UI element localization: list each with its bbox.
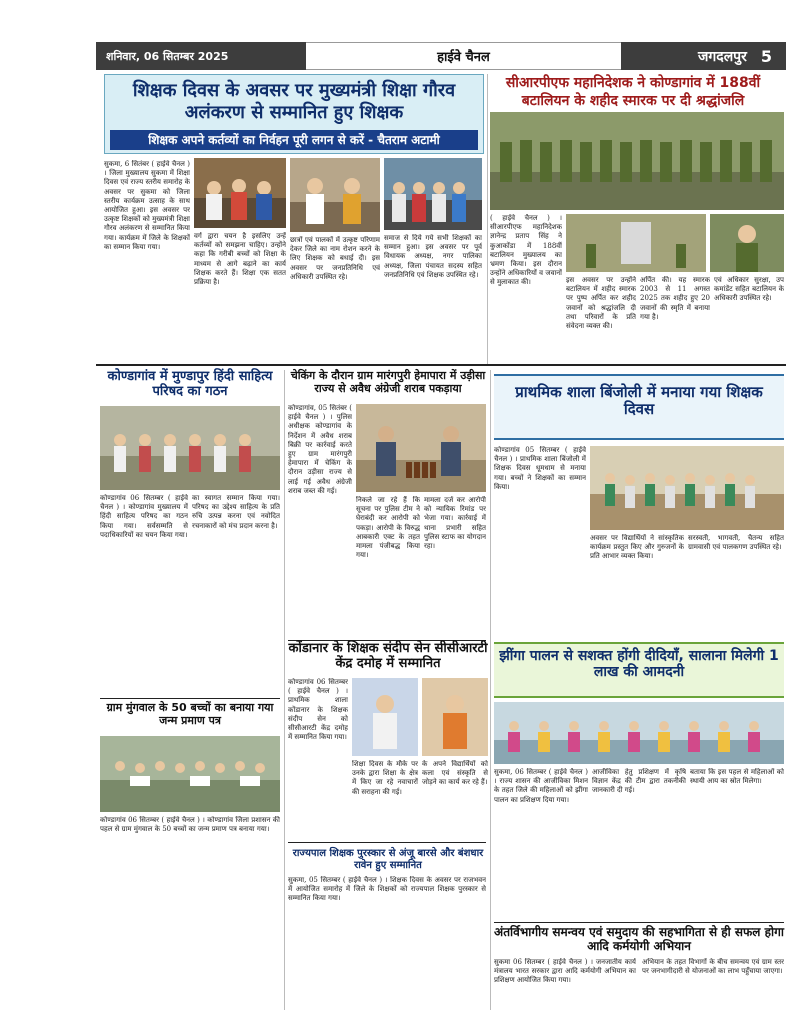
liquor-photo (356, 404, 486, 492)
karmayogi-headline: अंतर्विभागीय समन्वय एवं समुदाय की सहभागिता से ही सफल होगा आदि कर्मयोगी अभियान (494, 925, 784, 953)
section-rule-1 (96, 364, 786, 366)
liquor-column-3: मामला दर्ज कर आरोपी को न्यायिक रिमांड पर भेजा गया। कार्रवाई में थाना प्रभारी सहित पुलिस स्टाफ का योगदान रहा। (424, 496, 486, 551)
lead-subheadline: शिक्षक अपने कर्तव्यों का निर्वहन पूरी लगन से करें - चैतराम अटामी (110, 130, 478, 150)
lead-column-2: वर्ग द्वारा चयन है इसलिए उन्हें कर्तव्यों को समझना चाहिए। उन्होंने कहा कि गरीबी बच्चों को शिक्षा के माध्यम से आगे बढ़ाने का कार्य शिक्षक करते हैं। शिक्षा एक सतत प्रक्रिया है। (194, 232, 286, 287)
school-photo (590, 446, 784, 530)
masthead (96, 42, 786, 70)
lead-column-4: समाज से दिये गये सभी शिक्षकों का सम्मान हुआ। इस अवसर पर पूर्व विधायक अध्यक्ष, नगर पालिका अध्यक्ष, जिला पंचायत सदस्य सहित जनप्रतिनिधि एवं शिक्षक उपस्थित रहे। (384, 234, 482, 279)
masthead-city-block (621, 42, 786, 70)
section-rule-3 (100, 698, 280, 699)
crpf-column-3: अर्पित की। यह स्मारक 2003 से 11 अगस्त 2025 तक शहीद हुए 20 जवानों की स्मृति में बनाया गया है। (640, 276, 710, 321)
school-headline: प्राथमिक शाला बिंजोली में मनाया गया शिक्षक दिवस (515, 383, 763, 419)
liquor-column-2: निकले जा रहे हैं कि सूचना पर पुलिस टीम ने घेराबंदी कर आरोपी को पकड़ा। आरोपी के विरुद्ध आबकारी एक्ट के तहत मामला पंजीबद्ध किया गया। (356, 496, 420, 560)
lead-photo-stage (194, 158, 286, 228)
crpf-photo-parade (490, 112, 784, 210)
lead-headline: शिक्षक दिवस के अवसर पर मुख्यमंत्री शिक्षा गौरव अलंकरण से सम्मानित हुए शिक्षक (132, 80, 456, 123)
paper-name: हाईवे चैनल (306, 42, 621, 70)
birth-cert-photo (100, 736, 280, 812)
lead-column-1: सुकमा, 6 सितंबर ( हाईवे चैनल ) । जिला मुख्यालय सुकमा में शिक्षा दिवस एवं राज्य स्तरीय समारोह के अवसर पर सुकमा को जिला स्तरीय कार्यक्रम उत्साह के साथ आयोजित हुआ। इस अवसर पर उत्कृष्ट शिक्षकों को मुख्यमंत्री शिक्षा गौरव अलंकरण से सम्मानित किया गया। कार्यक्रम में जिले के शिक्षकों का सम्मान किया गया। (104, 160, 190, 251)
liquor-headline: चेकिंग के दौरान ग्राम मारंगपुरी हेमापारा में उड़ीसा राज्य से अवैध अंग्रेजी शराब पकड़ाया (290, 369, 486, 395)
school-column-2: अवसर पर विद्यार्थियों ने सांस्कृतिक कार्यक्रम प्रस्तुत किए और गुरुजनों के प्रति आभार व्यक्त किया। (590, 534, 684, 561)
crpf-headline: सीआरपीएफ महानिदेशक ने कोण्डागांव में 188वीं बटालियन के शहीद स्मारक पर दी श्रद्धांजलि (505, 75, 761, 109)
fish-photo (494, 702, 784, 764)
award-column-3: के अपने विद्यार्थियों को कला एवं संस्कृति से जोड़ने का कार्य कर रहे हैं। (422, 760, 488, 787)
award-column-2: शिक्षा दिवस के मौके पर उनके द्वारा शिक्षा के क्षेत्र में किए जा रहे नवाचारों की सराहना की गई। (352, 760, 418, 796)
section-rule-5 (494, 922, 784, 923)
award-column-1: कोण्डागांव 06 सितम्बर ( हाईवे चैनल ) । प्राथमिक शाला कोंडानार के शिक्षक संदीप सेन को सीसीआरटी केंद्र दमोह में सम्मानित किया गया। (288, 678, 348, 742)
fish-column-1: सुकमा, 06 सितम्बर ( हाईवे चैनल ) । राज्य शासन की आजीविका मिशन के तहत जिले की महिलाओं को झींगा पालन का प्रशिक्षण दिया गया। (494, 768, 588, 804)
column-divider (487, 74, 488, 364)
birth-cert-column: कोण्डागांव 06 सितम्बर ( हाईवे चैनल ) । कोण्डागांव जिला प्रशासन की पहल से ग्राम मुंगवाल के 50 बच्चों का जन्म प्रमाण पत्र बनाया गया। (100, 816, 280, 834)
sahitya-photo (100, 406, 280, 490)
karmayogi-column-1: सुकमा 06 सितम्बर ( हाईवे चैनल ) । जनजातीय कार्य मंत्रालय भारत सरकार द्वारा आदि कर्मयोगी अभियान का प्रशिक्षण आयोजित किया गया। (494, 958, 636, 985)
school-column-3: सरस्वती, भागवती, चैतन्य सहित ग्रामवासी एवं पालकगण उपस्थित रहे। (688, 534, 784, 552)
school-column-1: कोण्डागांव 05 सितम्बर ( हाईवे चैनल ) । प्राथमिक शाला बिंजोली में शिक्षक दिवस धूमधाम से मनाया गया। बच्चों ने शिक्षकों का सम्मान किया। (494, 446, 586, 491)
masthead-date: शनिवार, 06 सितम्बर 2025 (96, 42, 306, 70)
sahitya-headline: कोण्डागांव में मुण्डापुर हिंदी साहित्य परिषद का गठन (107, 369, 273, 399)
sahitya-column-1: कोण्डागांव 06 सितम्बर ( हाईवे चैनल ) । कोण्डागांव मुख्यालय में हिंदी साहित्य परिषद का गठन किया गया। सर्वसम्मति से पदाधिकारियों का चयन किया गया। (100, 494, 188, 539)
crpf-photo-memorial (566, 214, 706, 272)
crpf-column-4: एवं अधिकार सुरक्षा, उप कमांडेंट सहित बटालियन के अधिकारी उपस्थित रहे। (714, 276, 784, 303)
crpf-photo-officer (710, 214, 784, 272)
column-divider (490, 642, 491, 1010)
crpf-column-2: इस अवसर पर उन्होंने बटालियन में शहीद स्मारक पर पुष्प अर्पित कर शहीद जवानों को श्रद्धांजलि दी तथा परिवारों के प्रति संवेदना व्यक्त की। (566, 276, 636, 331)
fish-column-2: आजीविका हेतु प्रशिक्षण में कृषि विज्ञान केंद्र की टीम द्वारा तकनीकी जानकारी दी गई। (592, 768, 686, 795)
sahitya-column-2: का स्वागत सम्मान किया गया। परिषद का उद्देश्य साहित्य के प्रति रुचि उत्पन्न करना एवं नवोदित रचनाकारों को मंच प्रदान करना है। (192, 494, 280, 530)
liquor-column-1: कोण्डागांव, 05 सितंबर ( हाईवे चैनल ) । पुलिस अधीक्षक कोण्डागांव के निर्देशन में अवैध शराब बिक्री पर कार्रवाई करते हुए ग्राम मारंगपुरी हेमापारा में चेकिंग के दौरान उड़ीसा राज्य से लाई गई अवैध अंग्रेजी शराब जब्त की गई। (288, 404, 352, 495)
karmayogi-column-2: अभियान के तहत विभागों के बीच समन्वय एवं ग्राम स्तर पर जनभागीदारी से योजनाओं का लाभ पहुँचाया जाएगा। (642, 958, 784, 976)
fish-headline: झींगा पालन से सशक्त होंगी दीदियाँ, सालाना मिलेगी 1 लाख की आमदनी (499, 648, 779, 681)
lead-photo-group (384, 158, 482, 230)
governor-award-headline: राज्यपाल शिक्षक पुरस्कार से अंजू बारसे और बंशधार रावेन हुए सम्मानित (292, 848, 484, 871)
fish-column-3: बताया कि इस पहल से महिलाओं को स्थायी आय का स्रोत मिलेगा। (690, 768, 784, 786)
column-divider (284, 370, 285, 1010)
governor-award-column: सुकमा, 05 सितम्बर ( हाईवे चैनल ) । शिक्षक दिवस के अवसर पर राजभवन में आयोजित समारोह में जिले के शिक्षकों को राज्यपाल शिक्षक पुरस्कार से सम्मानित किया गया। (288, 876, 486, 903)
award-photo-1 (352, 678, 418, 756)
birth-cert-headline: ग्राम मुंगवाल के 50 बच्चों का बनाया गया जन्म प्रमाण पत्र (106, 701, 274, 727)
section-rule-4 (288, 842, 486, 843)
award-photo-2 (422, 678, 488, 756)
city-name: जगदलपुर (697, 48, 747, 65)
lead-column-3: छात्रों एवं पालकों में उत्कृष्ट परिणाम देकर जिले का नाम रोशन करने के लिए शिक्षक को बधाई दी। इस अवसर पर जनप्रतिनिधि एवं अधिकारी उपस्थित रहे। (290, 236, 380, 281)
lead-photo-award (290, 158, 380, 232)
page-number: 5 (760, 46, 772, 66)
award-headline: कोंडानार के शिक्षक संदीप सेन सीसीआरटी केंद्र दमोह में सम्मानित (288, 641, 488, 671)
column-divider (490, 370, 491, 644)
crpf-column-1: ( हाईवे चैनल ) । सीआरपीएफ महानिदेशक ज्ञानेन्द्र प्रताप सिंह ने कुआकोंडा में 188वीं बटालियन मुख्यालय का भ्रमण किया। इस दौरान उन्होंने अधिकारियों व जवानों से मुलाकात की। (490, 214, 562, 287)
